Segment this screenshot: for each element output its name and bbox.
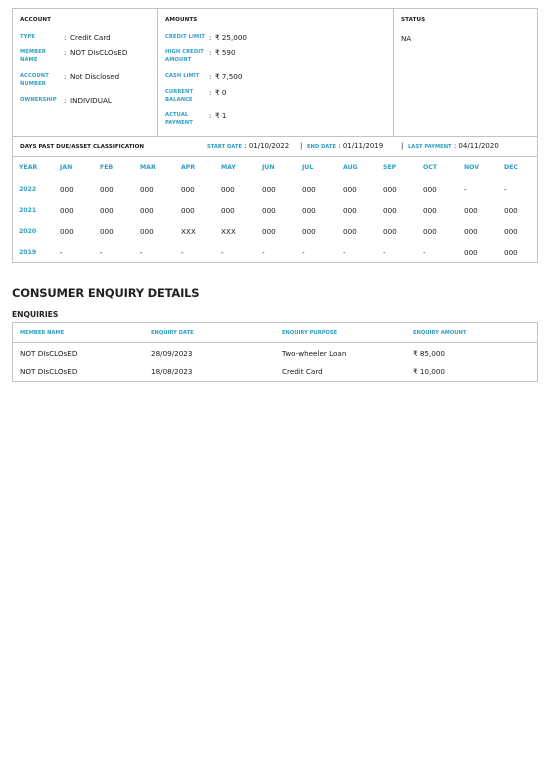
enquiry-cell: Two-wheeler Loan [282, 349, 347, 358]
account-card [12, 8, 538, 263]
grid-cell-value: - [302, 248, 305, 257]
grid-cell-value: 000 [100, 206, 114, 215]
field-colon: : [64, 48, 67, 57]
amount-value: ₹ 0 [215, 88, 227, 97]
dpd-separator: | [401, 142, 404, 150]
last-payment-label: LAST PAYMENT [408, 144, 452, 150]
amount-colon: : [209, 33, 212, 42]
grid-cell-value: 000 [383, 227, 397, 236]
start-date-value: 01/10/2022 [248, 142, 290, 150]
amount-label-line: CASH LIMIT [165, 73, 200, 79]
enquiry-cell: 18/08/2023 [151, 367, 193, 376]
field-label-line: NAME [20, 56, 38, 63]
grid-cell-value: 000 [262, 185, 276, 194]
grid-cell-value: 000 [221, 206, 235, 215]
amount-value: ₹ 590 [215, 48, 236, 57]
amount-label-line: PAYMENT [165, 119, 193, 126]
amount-label [165, 112, 193, 127]
enquiry-column-header: ENQUIRY AMOUNT [413, 330, 467, 336]
status-value: NA [401, 34, 412, 43]
grid-cell-value: 000 [60, 206, 74, 215]
grid-cell-value: - [383, 248, 386, 257]
end-date [307, 142, 383, 150]
grid-cell-value: 000 [504, 206, 518, 215]
grid-cell-value: 000 [464, 227, 478, 236]
grid-column-header: JUN [262, 164, 275, 171]
amount-colon: : [209, 111, 212, 120]
enquiry-column-header: ENQUIRY DATE [151, 330, 194, 336]
end-date-label: END DATE [307, 144, 336, 150]
grid-cell-value: - [181, 248, 184, 257]
status-column [394, 9, 539, 136]
grid-cell-value: XXX [221, 227, 236, 236]
grid-column-header: MAR [140, 164, 156, 171]
grid-cell-value: 000 [383, 185, 397, 194]
amount-label [165, 73, 200, 81]
field-label-line: TYPE [20, 34, 36, 40]
field-value: NOT DIsCLOsED [70, 48, 128, 57]
grid-row-year: 2022 [19, 186, 37, 193]
grid-cell-value: - [60, 248, 63, 257]
grid-cell-value: 000 [464, 206, 478, 215]
grid-cell-value: 000 [181, 206, 195, 215]
grid-row-year: 2021 [19, 207, 37, 214]
amount-label-line: HIGH CREDIT [165, 49, 204, 55]
start-date-label: START DATE [207, 144, 242, 150]
dpd-title: DAYS PAST DUE/ASSET CLASSIFICATION [20, 144, 145, 150]
field-label-line: ACCOUNT [20, 73, 49, 79]
field-label-line: MEMBER [20, 49, 46, 55]
start-date [207, 142, 289, 150]
grid-cell-value: 000 [140, 206, 154, 215]
grid-cell-value: 000 [423, 227, 437, 236]
grid-cell-value: 000 [302, 206, 316, 215]
last-payment [408, 142, 499, 150]
amount-colon: : [209, 72, 212, 81]
grid-cell-value: 000 [262, 227, 276, 236]
grid-column-header: SEP [383, 164, 397, 171]
end-date-value: 01/11/2019 [342, 142, 384, 150]
enquiries-table [12, 322, 538, 382]
grid-cell-value: - [504, 185, 507, 194]
status-heading: STATUS [401, 17, 426, 23]
grid-cell-value: - [140, 248, 143, 257]
field-label [20, 97, 57, 105]
last-payment-colon: : [453, 142, 457, 150]
enquiry-cell: NOT DIsCLOsED [20, 367, 78, 376]
grid-row-year: 2020 [19, 228, 37, 235]
grid-column-header: JAN [60, 164, 73, 171]
grid-column-header: FEB [100, 164, 114, 171]
field-colon: : [64, 72, 67, 81]
enquiry-cell: NOT DIsCLOsED [20, 349, 78, 358]
amount-value: ₹ 7,500 [215, 72, 243, 81]
amount-label [165, 49, 204, 64]
start-date-colon: : [244, 142, 247, 150]
grid-cell-value: 000 [504, 227, 518, 236]
grid-cell-value: 000 [504, 248, 518, 257]
grid-column-header: NOV [464, 164, 480, 171]
grid-cell-value: - [262, 248, 265, 257]
field-value: Not Disclosed [70, 72, 120, 81]
amount-label-line: AMOUNT [165, 56, 192, 63]
amount-value: ₹ 1 [215, 111, 227, 120]
amount-label [165, 34, 205, 42]
grid-cell-value: XXX [181, 227, 196, 236]
grid-column-header: JUL [302, 164, 314, 171]
grid-cell-value: 000 [100, 185, 114, 194]
amount-label-line: BALANCE [165, 96, 193, 103]
enquiry-cell: Credit Card [282, 367, 323, 376]
grid-cell-value: 000 [343, 185, 357, 194]
amount-colon: : [209, 48, 212, 57]
grid-cell-value: 000 [464, 248, 478, 257]
grid-cell-value: 000 [60, 227, 74, 236]
amounts-heading: AMOUNTS [165, 17, 198, 23]
grid-cell-value: 000 [302, 185, 316, 194]
enquiries-subtitle: ENQUIRIES [12, 310, 59, 319]
amount-value: ₹ 25,000 [215, 33, 248, 42]
grid-cell-value: - [343, 248, 346, 257]
amounts-column [158, 9, 394, 136]
field-colon: : [64, 33, 67, 42]
field-label-line: NUMBER [20, 80, 46, 87]
grid-cell-value: 000 [262, 206, 276, 215]
grid-cell-value: 000 [383, 206, 397, 215]
amount-label-line: CREDIT LIMIT [165, 34, 205, 40]
grid-cell-value: 000 [423, 206, 437, 215]
field-value: Credit Card [70, 33, 111, 42]
grid-cell-value: - [100, 248, 103, 257]
grid-column-header: AUG [343, 164, 358, 171]
enquiry-cell: ₹ 85,000 [413, 349, 446, 358]
enquiry-section-title: CONSUMER ENQUIRY DETAILS [12, 286, 200, 300]
grid-cell-value: - [221, 248, 224, 257]
amount-label [165, 89, 193, 104]
field-label-line: OWNERSHIP [20, 97, 57, 103]
grid-cell-value: 000 [181, 185, 195, 194]
grid-row-year: 2019 [19, 249, 37, 256]
grid-column-header: MAY [221, 164, 236, 171]
grid-column-header: OCT [423, 164, 438, 171]
grid-cell-value: 000 [423, 185, 437, 194]
field-label [20, 49, 46, 64]
account-heading: ACCOUNT [20, 17, 52, 23]
grid-cell-value: 000 [100, 227, 114, 236]
amount-label-line: CURRENT [165, 89, 194, 95]
enquiry-column-header: MEMBER NAME [20, 330, 65, 336]
grid-cell-value: 000 [343, 206, 357, 215]
grid-cell-value: 000 [221, 185, 235, 194]
grid-cell-value: - [464, 185, 467, 194]
account-column [13, 9, 158, 136]
grid-cell-value: 000 [140, 227, 154, 236]
grid-cell-value: 000 [140, 185, 154, 194]
dpd-header-bar [13, 136, 537, 157]
amount-colon: : [209, 88, 212, 97]
end-date-colon: : [338, 142, 341, 150]
grid-cell-value: - [423, 248, 426, 257]
field-colon: : [64, 96, 67, 105]
grid-column-header: APR [181, 164, 196, 171]
enquiry-cell: 28/09/2023 [151, 349, 193, 358]
field-value: INDIVIDUAL [70, 96, 112, 105]
enquiry-cell: ₹ 10,000 [413, 367, 446, 376]
grid-column-header: DEC [504, 164, 518, 171]
enquiry-column-header: ENQUIRY PURPOSE [282, 330, 338, 336]
grid-cell-value: 000 [302, 227, 316, 236]
last-payment-value: 04/11/2020 [458, 142, 499, 150]
dpd-separator: | [300, 142, 303, 150]
grid-column-header: YEAR [19, 164, 38, 171]
amount-label-line: ACTUAL [165, 112, 189, 118]
field-label [20, 34, 35, 42]
enquiries-header-divider [13, 342, 537, 343]
field-label [20, 73, 49, 88]
grid-cell-value: 000 [60, 185, 74, 194]
grid-cell-value: 000 [343, 227, 357, 236]
